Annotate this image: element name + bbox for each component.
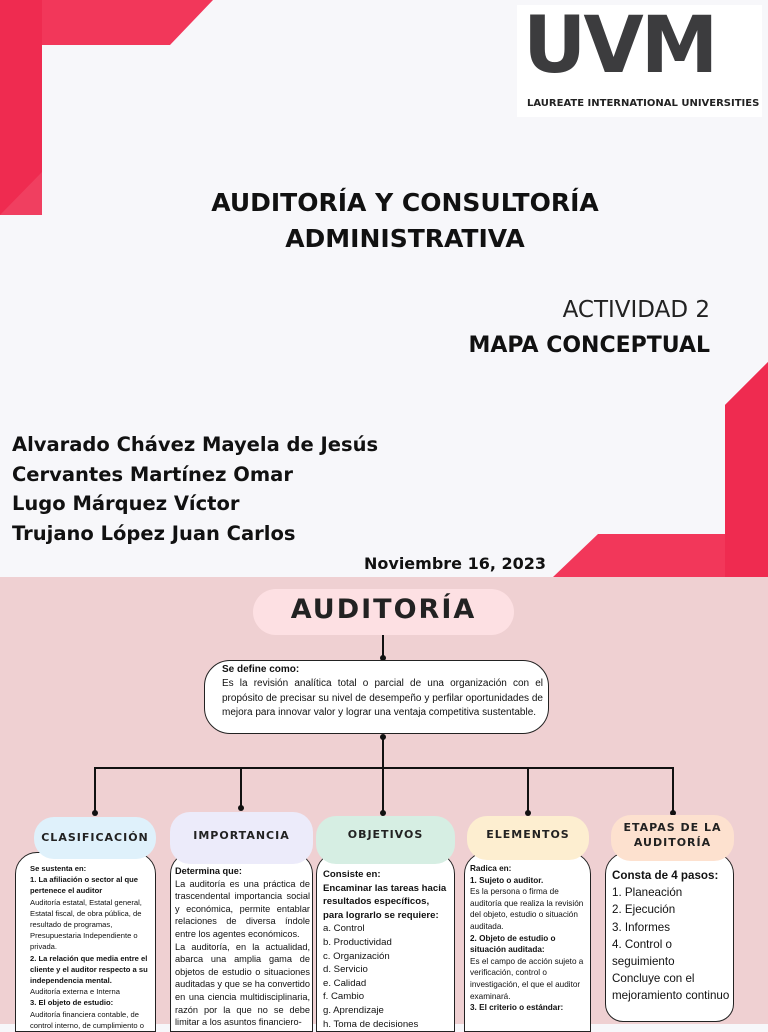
elementos-intro: Radica en: xyxy=(470,864,512,873)
logo-subtitle: LAUREATE INTERNATIONAL UNIVERSITIES xyxy=(527,98,760,109)
etapas-item: 2. Ejecución xyxy=(612,903,676,917)
title-line-1: AUDITORÍA Y CONSULTORÍA xyxy=(211,188,599,217)
clasificacion-label: CLASIFICACIÓN xyxy=(34,817,156,859)
clasificacion-heading: 1. La afiliación o sector al que pertenece el auditor xyxy=(30,875,139,896)
elementos-label: ELEMENTOS xyxy=(467,816,589,860)
clasificacion-intro: Se sustenta en: xyxy=(30,864,87,873)
connector-branch xyxy=(240,767,242,807)
objetivos-item: f. Cambio xyxy=(323,991,365,1003)
document-title xyxy=(150,185,660,257)
definition-label: Se define como: xyxy=(222,664,300,675)
etapas-intro: Consta de 4 pasos: xyxy=(612,869,719,882)
clasificacion-box xyxy=(15,852,156,1032)
uvm-logo xyxy=(517,1,762,117)
objetivos-item: g. Aprendizaje xyxy=(323,1004,384,1016)
connector-branch xyxy=(672,767,674,813)
document-date: Noviembre 16, 2023 xyxy=(364,554,547,573)
etapas-item: 3. Informes xyxy=(612,920,670,934)
clasificacion-text: Auditoría financiera contable, de control interno, de cumplimiento o xyxy=(30,1009,144,1030)
elementos-text: Es el campo de acción sujeto a verificación, control o investigación, el que el auditor examinará. xyxy=(470,956,584,1001)
elementos-heading: 3. El criterio o estándar: xyxy=(470,1003,564,1013)
clasificacion-text: Auditoría externa e Interna xyxy=(30,987,120,997)
author-name: Cervantes Martínez Omar xyxy=(12,462,293,486)
etapas-box xyxy=(605,852,734,1022)
connector-branch xyxy=(94,767,96,813)
title-line-2: ADMINISTRATIVA xyxy=(285,224,525,253)
importancia-text: La auditoría, en la actualidad, abarca una amplia gama de objetos de estudio o situaciones auditadas y que se ha convertido en una ciencia multidisciplinaria, razón por la que no se debe limitar a los asuntos financiero- xyxy=(175,941,310,1028)
objetivos-box xyxy=(316,852,455,1032)
clasificacion-text: Auditoría estatal, Estatal general, Estatal fiscal, de obra pública, de resultado de programas, Presupuestaria Independiente o privada. xyxy=(30,897,142,952)
author-name: Lugo Márquez Víctor xyxy=(12,492,240,515)
connector-trunk xyxy=(382,735,384,768)
activity-subtitle: MAPA CONCEPTUAL xyxy=(468,333,710,358)
connector-dot xyxy=(92,810,98,816)
elementos-text: Es la persona o firma de auditoría que realiza la revisión del objeto, estudio o situación auditada. xyxy=(470,887,584,931)
objetivos-item: d. Servicio xyxy=(323,964,368,976)
definition-text: Es la revisión analítica total o parcial de una organización con el propósito de precisar su nivel de desempeño y perfilar oportunidades de mejora para innovar valor y lograr una ventaja competitiva sustentable. xyxy=(222,678,543,718)
clasificacion-heading: 2. La relación que media entre el cliente y el auditor respecto a su independencia mental. xyxy=(30,953,148,986)
logo-wordmark: UVM xyxy=(523,1,716,91)
author-list xyxy=(12,430,378,548)
author-name: Alvarado Chávez Mayela de Jesús xyxy=(12,433,379,456)
connector-branch xyxy=(382,767,384,813)
etapas-label-line2: AUDITORÍA xyxy=(633,836,712,849)
elementos-heading: 2. Objeto de estudio o situación auditada: xyxy=(470,933,556,955)
importancia-box xyxy=(170,852,313,1032)
importancia-text: La auditoría es una práctica de trascendental importancia social y económica, permite entablar relaciones de diversa índole entre los agentes económicos. xyxy=(175,878,310,939)
objetivos-item: b. Productividad xyxy=(323,936,392,948)
connector-horizontal xyxy=(94,767,674,769)
connector-branch xyxy=(527,767,529,813)
clasificacion-heading: 3. El objeto de estudio: xyxy=(30,998,114,1008)
author-name: Trujano López Juan Carlos xyxy=(12,521,296,545)
importancia-intro: Determina que: xyxy=(175,866,242,876)
elementos-box xyxy=(464,852,591,1032)
importancia-label: IMPORTANCIA xyxy=(170,812,313,864)
corner-decoration-top-left xyxy=(0,0,215,215)
objetivos-lead: Encaminar las tareas hacia resultados específicos, para lograrlo se requiere: xyxy=(323,882,447,921)
objetivos-item: a. Control xyxy=(323,923,365,935)
etapas-item: 4. Control o seguimiento xyxy=(612,937,675,969)
etapas-closing: Concluye con el mejoramiento continuo xyxy=(612,972,730,1003)
objetivos-intro: Consiste en: xyxy=(323,869,381,880)
connector-dot xyxy=(238,805,244,811)
activity-label: ACTIVIDAD 2 xyxy=(562,297,710,323)
etapas-item: 1. Planeación xyxy=(612,886,683,900)
corner-decoration-bottom-right xyxy=(553,362,768,577)
objetivos-item: h. Toma de decisiones xyxy=(323,1018,419,1030)
etapas-label-line1: ETAPAS DE LA xyxy=(623,821,722,834)
elementos-heading: 1. Sujeto o auditor. xyxy=(470,875,544,885)
objetivos-label: OBJETIVOS xyxy=(316,816,455,864)
definition-box xyxy=(204,660,549,734)
root-concept: AUDITORÍA xyxy=(253,589,514,635)
objetivos-item: c. Organización xyxy=(323,950,390,962)
objetivos-item: e. Calidad xyxy=(323,977,367,989)
etapas-label xyxy=(611,815,734,861)
